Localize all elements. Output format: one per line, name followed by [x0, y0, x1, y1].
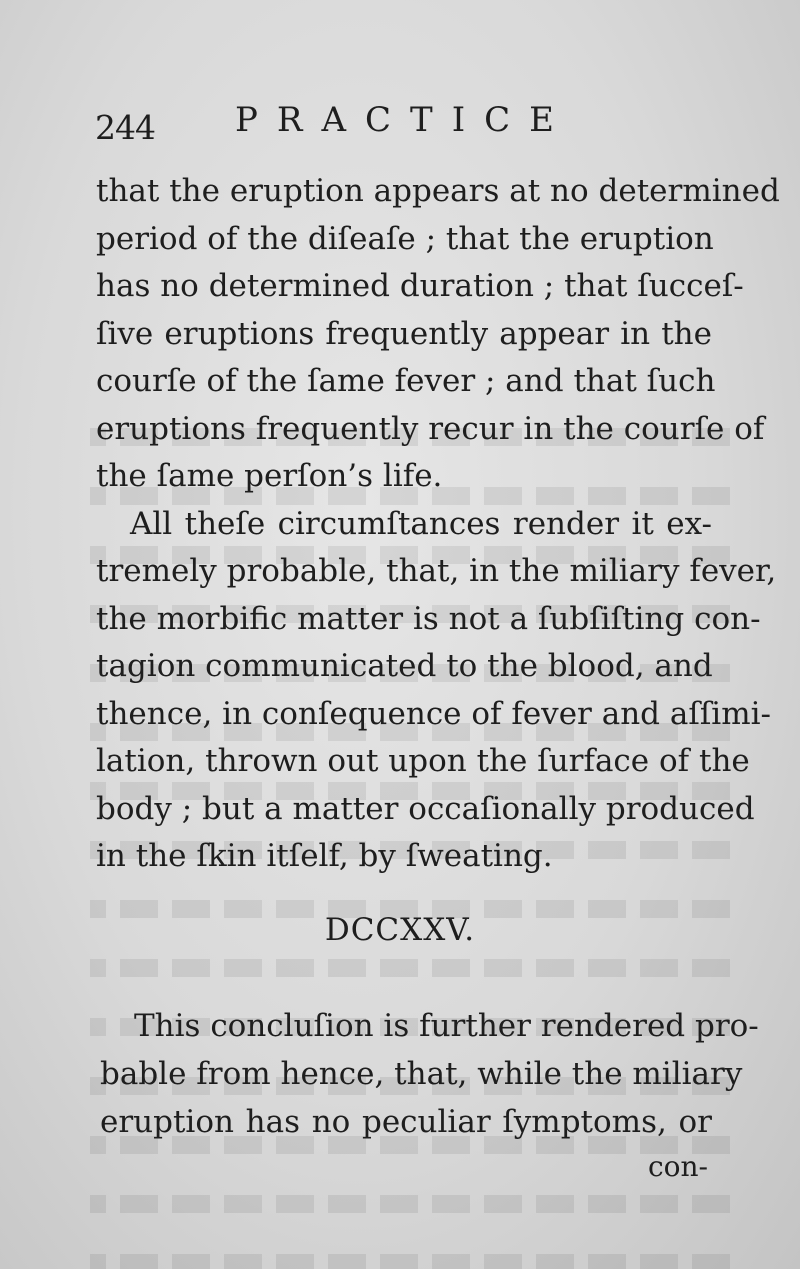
text-line: thence, in conſequence of fever and aſſimi- [96, 695, 771, 732]
page-header [95, 100, 715, 150]
text-line: bable from hence, that, while the miliary [100, 1056, 743, 1092]
text-line: the morbific matter is not a ſubſiſting con- [96, 600, 761, 637]
text-line: eruptions frequently recur in the courſe of [96, 410, 765, 447]
text-line: ſive eruptions frequently appear in the [96, 315, 712, 352]
page-number: 244 [95, 108, 155, 147]
text-line: eruption has no peculiar ſymptoms, or [100, 1104, 712, 1140]
section-heading: DCCXXV. [324, 912, 476, 948]
text-line: period of the diſeaſe ; that the eruption [96, 220, 714, 257]
paragraph [100, 1002, 759, 1146]
text-line: in the ſkin itſelf, by ſweating. [96, 838, 553, 874]
text-line: All theſe circumſtances render it ex- [130, 505, 712, 542]
paragraph [96, 501, 777, 881]
text-line: courſe of the ſame fever ; and that ſuch [96, 363, 716, 399]
body-text-continued [100, 1002, 759, 1146]
body-text [96, 168, 780, 881]
text-line: lation, thrown out upon the ſurface of the [96, 743, 750, 779]
text-line: body ; but a matter occaſionally produced [96, 790, 755, 827]
catchword: con- [647, 1150, 708, 1183]
text-line: the ſame perſon’s life. [96, 458, 443, 494]
text-line: tremely probable, that, in the miliary fever, [96, 553, 777, 589]
running-head: PRACTICE [235, 100, 573, 140]
text-line: that the eruption appears at no determined [96, 173, 780, 209]
text-line: has no determined duration ; that ſucceſ- [96, 268, 744, 304]
paragraph [96, 168, 780, 501]
text-line: This concluſion is further rendered pro- [134, 1008, 759, 1044]
text-line: tagion communicated to the blood, and [96, 648, 713, 684]
